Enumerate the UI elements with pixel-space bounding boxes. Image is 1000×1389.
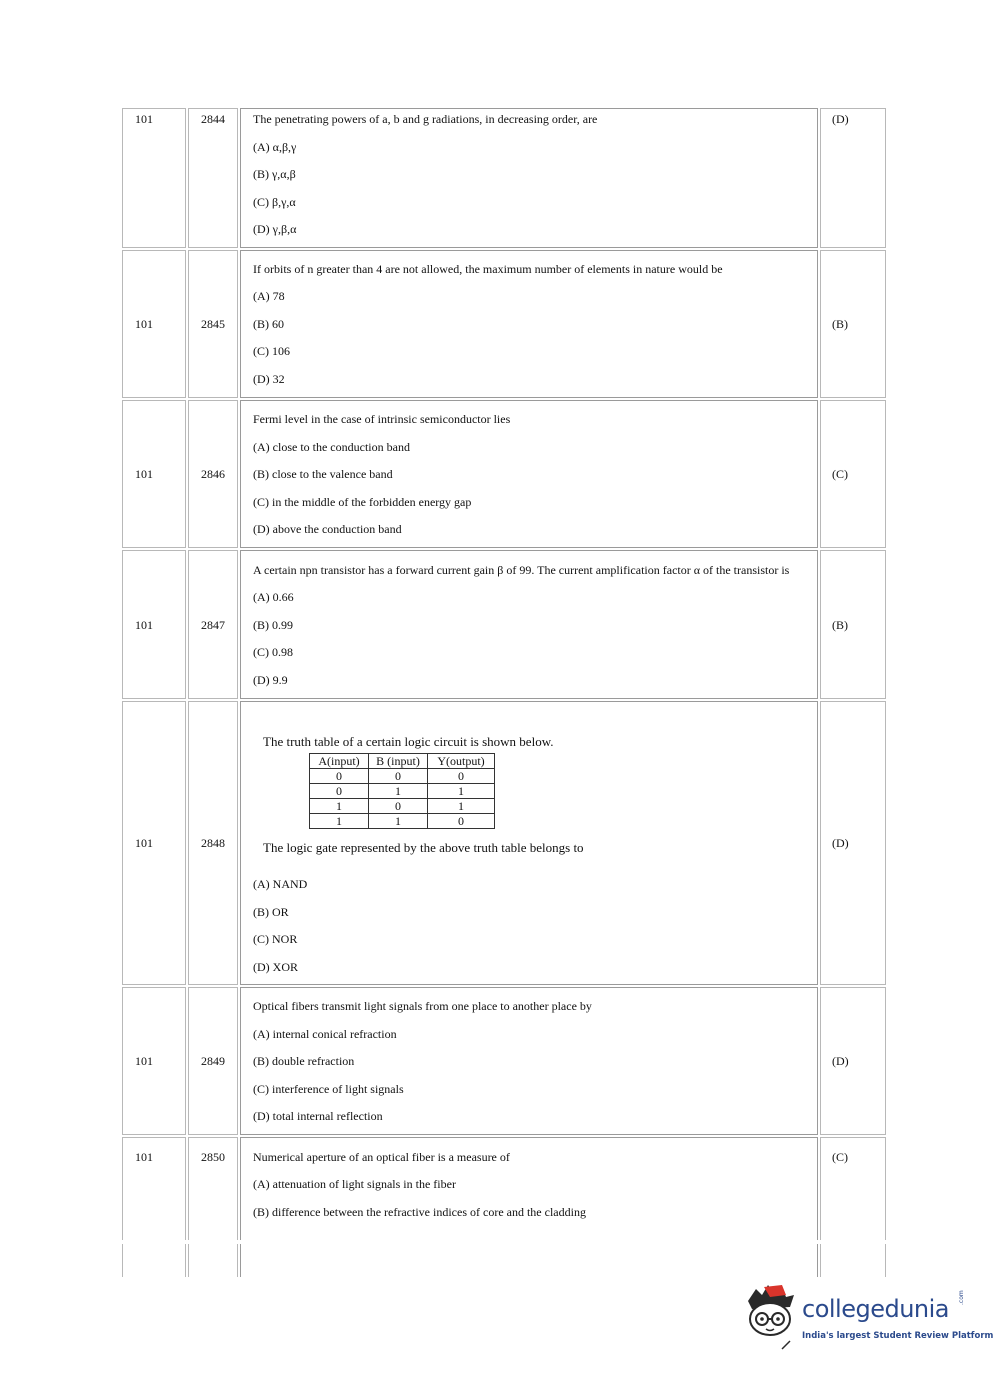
subject-code-cell xyxy=(122,550,186,699)
truth-table-cell: 0 xyxy=(369,769,428,784)
question-number-cell xyxy=(188,550,238,699)
answer-key: (B) xyxy=(832,618,848,632)
subject-code: 101 xyxy=(135,467,153,481)
brand-tagline: India's largest Student Review Platform xyxy=(802,1331,994,1341)
brand-logo[interactable] xyxy=(742,1283,994,1353)
option-c: (C) interference of light signals xyxy=(253,1082,404,1096)
option-c: (C) in the middle of the forbidden energy gap xyxy=(253,495,472,509)
option-d: (D) 9.9 xyxy=(253,673,288,687)
truth-table-row xyxy=(310,784,495,799)
question-number-cell xyxy=(188,701,238,985)
question-number-cell xyxy=(188,108,238,248)
truth-table-header-cell: Y(output) xyxy=(428,754,495,769)
option-c: (C) β,γ,α xyxy=(253,195,296,209)
option-a: (A) internal conical refraction xyxy=(253,1027,397,1041)
truth-table-cell: 1 xyxy=(428,784,495,799)
question-number: 2848 xyxy=(201,836,225,850)
truth-table-header-cell: A(input) xyxy=(310,754,369,769)
brand-name: collegedunia xyxy=(802,1295,950,1323)
answer-cell xyxy=(820,250,886,398)
option-c: (C) 106 xyxy=(253,344,290,358)
option-d: (D) XOR xyxy=(253,960,298,974)
subject-code-cell xyxy=(122,250,186,398)
option-a: (A) 78 xyxy=(253,289,285,303)
table-row xyxy=(122,987,886,1135)
question-cell xyxy=(240,400,818,548)
table-row xyxy=(122,550,886,699)
question-number: 2847 xyxy=(201,618,225,632)
question-number-cell xyxy=(188,987,238,1135)
question-number: 2844 xyxy=(201,112,225,126)
subject-code-cell xyxy=(122,108,186,248)
subject-code-cell xyxy=(122,701,186,985)
option-a: (A) α,β,γ xyxy=(253,140,297,154)
subject-code: 101 xyxy=(135,1054,153,1068)
question-text: The penetrating powers of a, b and g radiations, in decreasing order, are xyxy=(253,112,598,126)
question-cell xyxy=(240,1137,818,1277)
question-number: 2845 xyxy=(201,317,225,331)
option-a: (A) close to the conduction band xyxy=(253,440,410,454)
truth-table-cell: 0 xyxy=(310,769,369,784)
page-cutoff xyxy=(0,1240,1000,1244)
question-number: 2850 xyxy=(201,1150,225,1164)
question-number: 2849 xyxy=(201,1054,225,1068)
table-row xyxy=(122,108,886,248)
option-b: (B) γ,α,β xyxy=(253,167,296,181)
question-text: Optical fibers transmit light signals from one place to another place by xyxy=(253,999,592,1013)
option-d: (D) 32 xyxy=(253,372,285,386)
subject-code: 101 xyxy=(135,317,153,331)
question-cell xyxy=(240,550,818,699)
question-text: A certain npn transistor has a forward current gain β of 99. The current amplification factor α of the transistor is xyxy=(253,563,790,577)
option-d: (D) above the conduction band xyxy=(253,522,402,536)
question-cell xyxy=(240,108,818,248)
student-mascot-icon xyxy=(742,1283,800,1353)
subject-code-cell xyxy=(122,1137,186,1277)
option-d: (D) total internal reflection xyxy=(253,1109,383,1123)
answer-cell xyxy=(820,400,886,548)
table-row xyxy=(122,400,886,548)
truth-table-row xyxy=(310,799,495,814)
question-tail-text: The logic gate represented by the above truth table belongs to xyxy=(263,840,584,855)
subject-code-cell xyxy=(122,987,186,1135)
truth-table-cell: 1 xyxy=(369,784,428,799)
option-b: (B) close to the valence band xyxy=(253,467,393,481)
answer-cell xyxy=(820,987,886,1135)
truth-table-row xyxy=(310,814,495,829)
truth-table-cell: 0 xyxy=(310,784,369,799)
answer-key: (B) xyxy=(832,317,848,331)
option-b: (B) double refraction xyxy=(253,1054,355,1068)
subject-code: 101 xyxy=(135,836,153,850)
truth-table-header-cell: B (input) xyxy=(369,754,428,769)
truth-table-cell: 0 xyxy=(428,814,495,829)
answer-key: (D) xyxy=(832,1054,849,1068)
subject-code: 101 xyxy=(135,618,153,632)
table-row xyxy=(122,1137,886,1277)
question-text: The truth table of a certain logic circuit is shown below. xyxy=(263,734,554,749)
question-cell xyxy=(240,701,818,985)
subject-code-cell xyxy=(122,400,186,548)
truth-table xyxy=(309,753,495,829)
subject-code: 101 xyxy=(135,112,153,126)
truth-table-cell: 1 xyxy=(369,814,428,829)
option-a: (A) NAND xyxy=(253,877,308,891)
option-d: (D) γ,β,α xyxy=(253,222,297,236)
question-cell xyxy=(240,987,818,1135)
truth-table-cell: 1 xyxy=(428,799,495,814)
answer-key: (C) xyxy=(832,1150,848,1164)
answer-key: (D) xyxy=(832,112,849,126)
option-a: (A) attenuation of light signals in the fiber xyxy=(253,1177,456,1191)
option-b: (B) 60 xyxy=(253,317,284,331)
option-b: (B) difference between the refractive indices of core and the cladding xyxy=(253,1205,586,1219)
question-text: Fermi level in the case of intrinsic semiconductor lies xyxy=(253,412,511,426)
answer-cell xyxy=(820,108,886,248)
option-b: (B) 0.99 xyxy=(253,618,293,632)
answer-cell xyxy=(820,1137,886,1277)
table-row xyxy=(122,701,886,985)
subject-code: 101 xyxy=(135,1150,153,1164)
answer-cell xyxy=(820,701,886,985)
option-c: (C) NOR xyxy=(253,932,298,946)
question-number-cell xyxy=(188,400,238,548)
truth-table-cell: 1 xyxy=(310,799,369,814)
question-number-cell xyxy=(188,1137,238,1277)
question-number: 2846 xyxy=(201,467,225,481)
truth-table-row xyxy=(310,769,495,784)
question-text: Numerical aperture of an optical fiber is a measure of xyxy=(253,1150,510,1164)
question-number-cell xyxy=(188,250,238,398)
truth-table-cell: 0 xyxy=(428,769,495,784)
option-c: (C) 0.98 xyxy=(253,645,293,659)
answer-key: (C) xyxy=(832,467,848,481)
truth-table-cell: 1 xyxy=(310,814,369,829)
question-text: If orbits of n greater than 4 are not allowed, the maximum number of elements in nature would be xyxy=(253,262,723,276)
option-b: (B) OR xyxy=(253,905,289,919)
truth-table-cell: 0 xyxy=(369,799,428,814)
truth-table-header xyxy=(310,754,495,769)
answer-key: (D) xyxy=(832,836,849,850)
question-cell xyxy=(240,250,818,398)
option-a: (A) 0.66 xyxy=(253,590,294,604)
table-row xyxy=(122,250,886,398)
brand-suffix: .com xyxy=(958,1290,965,1305)
answer-cell xyxy=(820,550,886,699)
